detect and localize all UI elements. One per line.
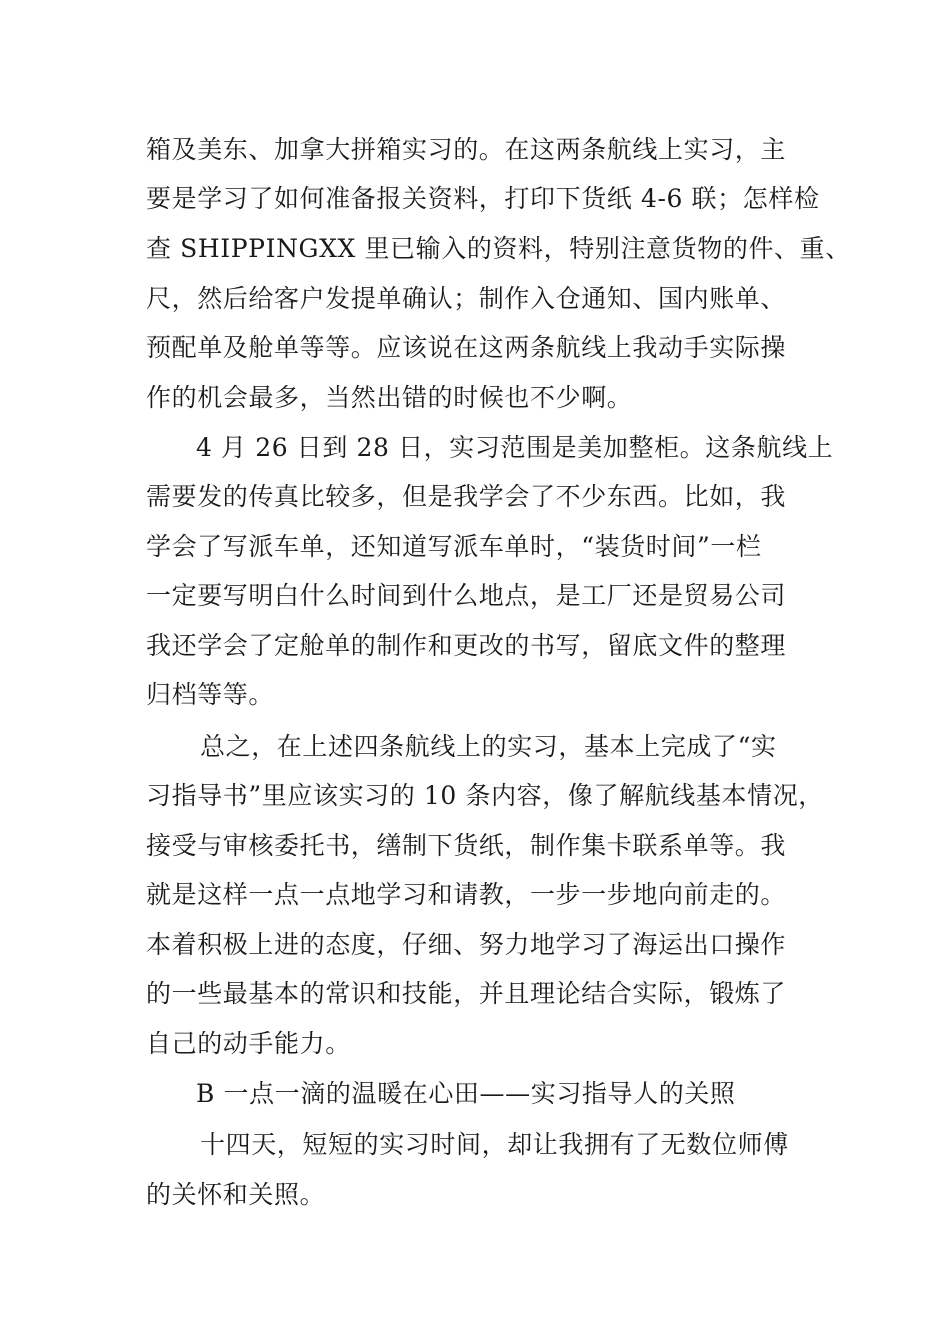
paragraph-2-line-2: 需要发的传真比较多，但是我学会了不少东西。比如，我: [146, 482, 787, 511]
paragraph-5-line-1: 十四天，短短的实习时间，却让我拥有了无数位师傅: [200, 1130, 789, 1159]
paragraph-1-line-1: 箱及美东、加拿大拼箱实习的。在这两条航线上实习，主: [146, 135, 787, 164]
paragraph-1-line-6: 作的机会最多，当然出错的时候也不少啊。: [146, 383, 633, 412]
paragraph-3-line-7: 自己的动手能力。: [146, 1029, 351, 1058]
paragraph-1-line-5: 预配单及舱单等等。应该说在这两条航线上我动手实际操: [146, 333, 787, 362]
paragraph-3-line-3: 接受与审核委托书，缮制下货纸，制作集卡联系单等。我: [146, 831, 787, 860]
paragraph-5-line-2: 的关怀和关照。: [146, 1180, 326, 1209]
paragraph-1-line-3: 查 SHIPPINGXX 里已输入的资料，特别注意货物的件、重、: [146, 234, 851, 263]
paragraph-3-line-6: 的一些最基本的常识和技能，并且理论结合实际，锻炼了: [146, 979, 787, 1008]
paragraph-2-line-1: 4 月 26 日到 28 日，实习范围是美加整柜。这条航线上: [196, 433, 834, 462]
paragraph-1-line-2: 要是学习了如何准备报关资料，打印下货纸 4-6 联；怎样检: [146, 184, 820, 213]
paragraph-2-line-6: 归档等等。: [146, 680, 275, 709]
paragraph-3-line-2: 习指导书”里应该实习的 10 条内容，像了解航线基本情况，: [146, 781, 824, 810]
section-heading-b: B 一点一滴的温暖在心田——实习指导人的关照: [196, 1079, 736, 1108]
paragraph-2-line-5: 我还学会了定舱单的制作和更改的书写，留底文件的整理: [146, 631, 787, 660]
paragraph-1-line-4: 尺，然后给客户发提单确认；制作入仓通知、国内账单、: [146, 284, 787, 313]
paragraph-3-line-1: 总之，在上述四条航线上的实习，基本上完成了“实: [200, 732, 777, 761]
paragraph-3-line-5: 本着积极上进的态度，仔细、努力地学习了海运出口操作: [146, 930, 787, 959]
paragraph-3-line-4: 就是这样一点一点地学习和请教，一步一步地向前走的。: [146, 880, 787, 909]
paragraph-2-line-3: 学会了写派车单，还知道写派车单时，“装货时间”一栏: [146, 532, 762, 561]
paragraph-2-line-4: 一定要写明白什么时间到什么地点，是工厂还是贸易公司: [146, 581, 787, 610]
